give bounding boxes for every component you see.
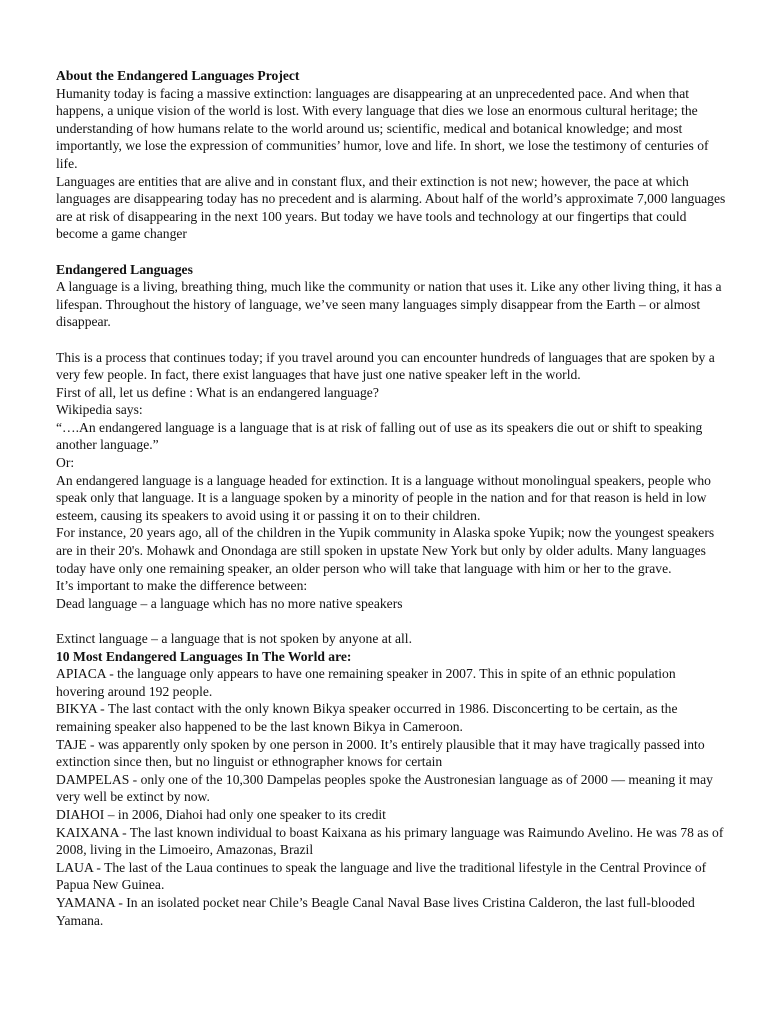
- endangered-paragraph: This is a process that continues today; if you travel around you can encounter hundreds of languages that are spoken by a very few people. In fact, there exist languages that have just one native speaker left in the world.: [56, 349, 715, 383]
- language-entry: KAIXANA - The last known individual to boast Kaixana as his primary language was Raimundo Avelino. He was 78 as of 2008, living in the Limoeiro, Amazonas, Brazil: [56, 824, 724, 858]
- about-paragraph: Languages are entities that are alive and in constant flux, and their extinction is not new; however, the pace at which languages are disappearing today has no precedent and is alarming. About half of the world’s approximate 7,000 languages are at risk of disappearing in the next 100 years. But today we have tools and technology at our fingertips that could become a game changer: [56, 173, 726, 242]
- example-paragraph: For instance, 20 years ago, all of the children in the Yupik community in Alaska spoke Yupik; now the youngest speakers are in their 20's. Mohawk and Onondaga are still spoken in upstate New York but only by older adults. Many languages today have only one remaining speaker, an older person who will take that language with him or her to the grave.: [56, 525, 715, 576]
- endangered-heading: Endangered Languages: [56, 261, 193, 277]
- define-line: First of all, let us define : What is an endangered language?: [56, 384, 379, 400]
- or-line: Or:: [56, 455, 75, 471]
- language-entry: TAJE - was apparently only spoken by one person in 2000. It’s entirely plausible that it may have tragically passed into extinction since then, but no linguist or ethnographer knows for certain: [56, 736, 705, 770]
- difference-line: It’s important to make the difference between:: [56, 578, 308, 594]
- document-page: [56, 67, 726, 929]
- language-entry: LAUA - The last of the Laua continues to speak the language and live the traditional lifestyle in the Central Province of Papua New Guinea.: [56, 859, 707, 893]
- language-entry: YAMANA - In an isolated pocket near Chile’s Beagle Canal Naval Base lives Cristina Calderon, the last full-blooded Yamana.: [56, 894, 695, 928]
- dead-language-line: Dead language – a language which has no more native speakers: [56, 595, 403, 611]
- top-ten-heading: 10 Most Endangered Languages In The World are:: [56, 648, 352, 664]
- wikipedia-quote: “….An endangered language is a language that is at risk of falling out of use as its speakers die out or shift to speaking another language.”: [56, 419, 703, 453]
- language-entry: DAMPELAS - only one of the 10,300 Dampelas peoples spoke the Austronesian language as of 2000 — meaning it may very well be extinct by now.: [56, 771, 713, 805]
- blank-line: [56, 243, 726, 261]
- extinct-language-line: Extinct language – a language that is not spoken by anyone at all.: [56, 631, 412, 646]
- definition-paragraph: An endangered language is a language headed for extinction. It is a language without monolingual speakers, people who speak only that language. It is a language spoken by a minority of people in the nation and for that reason is held in low esteem, causing its speakers to avoid using it or passing it on to their children.: [56, 472, 711, 523]
- endangered-paragraph: A language is a living, breathing thing, much like the community or nation that uses it. Like any other living thing, it has a lifespan. Throughout the history of language, we’ve seen many languages simply disappear from the Earth – or almost disappear.: [56, 279, 722, 330]
- blank-line: [56, 612, 726, 630]
- language-entry: APIACA - the language only appears to have one remaining speaker in 2007. This in spite of an ethnic population hovering around 192 people.: [56, 666, 676, 699]
- language-entry: BIKYA - The last contact with the only known Bikya speaker occurred in 1986. Disconcerting to be certain, as the remaining speaker also happened to be the last known Bikya in Cameroon.: [56, 701, 678, 734]
- wikipedia-says-line: Wikipedia says:: [56, 402, 143, 418]
- language-entry: DIAHOI – in 2006, Diahoi had only one speaker to its credit: [56, 806, 386, 822]
- about-paragraph: Humanity today is facing a massive extinction: languages are disappearing at an unprecedented pace. And when that happens, a unique vision of the world is lost. With every language that dies we lose an enormous cultural heritage; the understanding of how humans relate to the world around us; scientific, medical and botanical knowledge; and most importantly, we lose the expression of communities’ humor, love and life. In short, we lose the testimony of centuries of life.: [56, 85, 709, 171]
- blank-line: [56, 331, 726, 349]
- about-heading: About the Endangered Languages Project: [56, 68, 300, 83]
